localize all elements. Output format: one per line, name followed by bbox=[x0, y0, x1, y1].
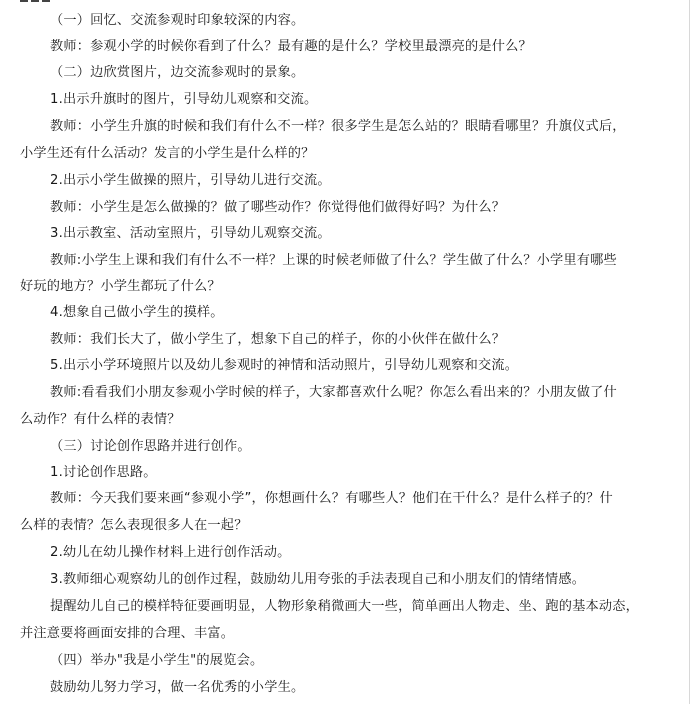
numbered-item: 2.出示小学生做操的照片，引导幼儿进行交流。 bbox=[50, 173, 331, 188]
numbered-item: 3.教师细心观察幼儿的创作过程，鼓励幼儿用夸张的手法表现自己和小朋友们的情绪情感。 bbox=[50, 572, 586, 587]
paragraph: 鼓励幼儿努力学习，做一名优秀的小学生。 bbox=[50, 680, 305, 695]
paragraph-continuation: 好玩的地方？小学生都玩了什么？ bbox=[20, 279, 221, 294]
paragraph: 教师:看看我们小朋友参观小学时候的样子，大家都喜欢什么呢？你怎么看出来的？小朋友做了什 bbox=[50, 385, 617, 400]
paragraph: 教师：参观小学的时候你看到了什么？最有趣的是什么？学校里最漂亮的是什么？ bbox=[50, 39, 532, 54]
numbered-item: 1.讨论创作思路。 bbox=[50, 465, 157, 480]
section-heading-1: （一）回忆、交流参观时印象较深的内容。 bbox=[50, 13, 305, 28]
paragraph-continuation: 小学生还有什么活动？发言的小学生是什么样的？ bbox=[20, 146, 315, 161]
numbered-item: 3.出示教室、活动室照片，引导幼儿观察交流。 bbox=[50, 226, 331, 241]
paragraph: 教师:小学生上课和我们有什么不一样？上课的时候老师做了什么？学生做了什么？小学里有哪些 bbox=[50, 253, 617, 268]
paragraph: 教师：小学生是怎么做操的？做了哪些动作？你觉得他们做得好吗？为什么？ bbox=[50, 200, 506, 215]
numbered-item: 2.幼儿在幼儿操作材料上进行创作活动。 bbox=[50, 545, 291, 560]
paragraph-continuation: 并注意要将画面安排的合理、丰富。 bbox=[20, 626, 235, 641]
paragraph-continuation: 么样的表情？怎么表现很多人在一起？ bbox=[20, 518, 248, 533]
numbered-item: 5.出示小学环境照片以及幼儿参观时的神情和活动照片，引导幼儿观察和交流。 bbox=[50, 358, 519, 373]
paragraph: 提醒幼儿自己的模样特征要画明显，人物形象稍微画大一些，简单画出人物走、坐、跑的基本动态， bbox=[50, 599, 640, 614]
paragraph: 教师：小学生升旗的时候和我们有什么不一样？很多学生是怎么站的？眼睛看哪里？升旗仪式后， bbox=[50, 119, 626, 134]
paragraph: 教师：我们长大了，做小学生了，想象下自己的样子，你的小伙伴在做什么？ bbox=[50, 332, 506, 347]
cropped-heading-fragment bbox=[20, 0, 60, 2]
paragraph-continuation: 么动作？有什么样的表情？ bbox=[20, 412, 181, 427]
paragraph: 教师：今天我们要来画“参观小学”，你想画什么？有哪些人？他们在干什么？是什么样子的？什 bbox=[50, 491, 613, 506]
numbered-item: 1.出示升旗时的图片，引导幼儿观察和交流。 bbox=[50, 92, 318, 107]
section-heading-3: （三）讨论创作思路并进行创作。 bbox=[50, 439, 251, 454]
section-heading-2: （二）边欣赏图片，边交流参观时的景象。 bbox=[50, 65, 305, 80]
section-heading-4: （四）举办"我是小学生"的展览会。 bbox=[50, 653, 264, 668]
numbered-item: 4.想象自己做小学生的摸样。 bbox=[50, 305, 224, 320]
